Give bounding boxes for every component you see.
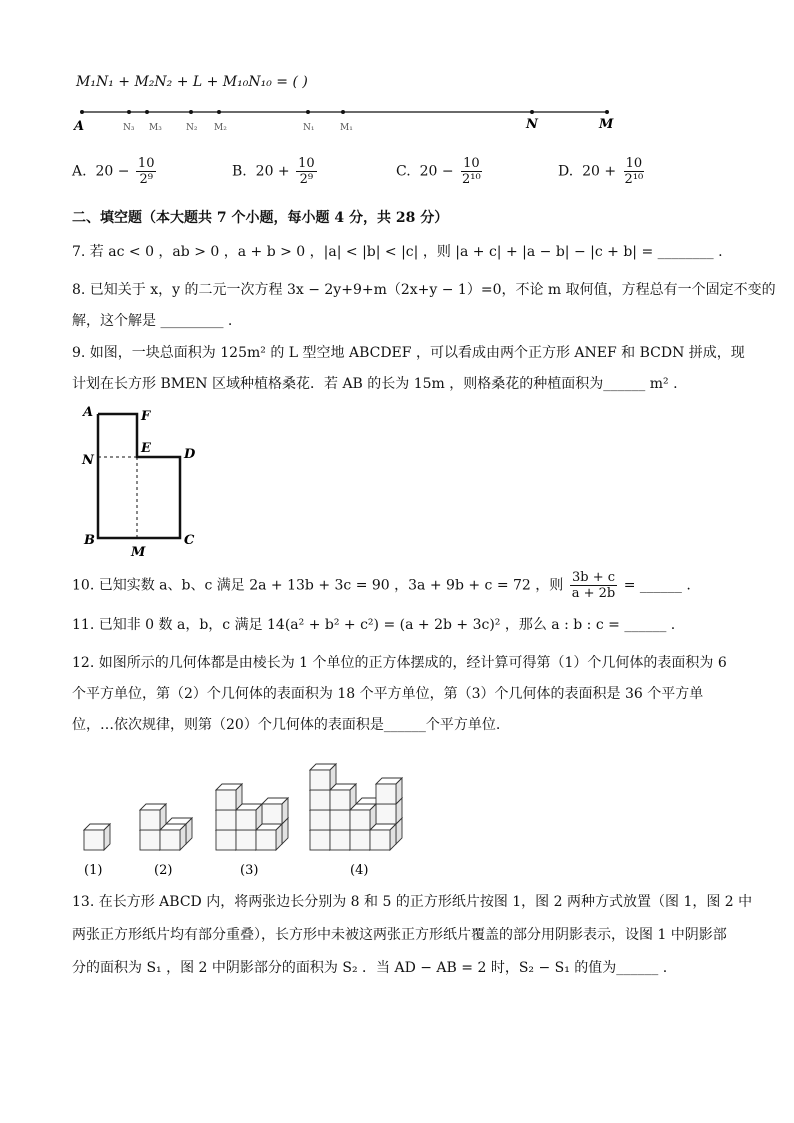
- fig-label-f: F: [141, 409, 151, 424]
- cube-block: [216, 784, 242, 810]
- q11-text: 11. 已知非 0 数 a，b，c 满足 14(a² + b² + c²) = (a + 2b + 3c)² ，那么 a : b : c = ______ .: [72, 617, 676, 633]
- cube-figure-label-4: (4): [350, 863, 369, 878]
- fig-label-m: M: [131, 545, 146, 560]
- cube-figure-label-2: (2): [154, 863, 173, 878]
- q6-option-d[interactable]: D. 20 + $\frac{10}{\text{2¹⁰}}$: [558, 156, 644, 187]
- point-label-A: A: [74, 119, 85, 134]
- q13-line2: 两张正方形纸片均有部分重叠），长方形中未被这两张正方形纸片覆盖的部分用阴影表示，设图 1 中阴影部: [72, 927, 727, 943]
- q12-line3: 位，…依次规律，则第（20）个几何体的表面积是______个平方单位.: [72, 717, 501, 733]
- cube-block: [330, 784, 356, 810]
- q12-line2: 个平方单位，第（2）个几何体的表面积为 18 个平方单位，第（3）个几何体的表面积是 36 个平方单: [72, 686, 704, 702]
- cube-block: [350, 804, 376, 830]
- point-label-M: M: [599, 117, 614, 132]
- q13-line3: 分的面积为 S₁ ，图 2 中阴影部分的面积为 S₂ ．当 AD − AB = 2 时，S₂ − S₁ 的值为______ .: [72, 960, 668, 976]
- q6-number-line: [70, 100, 630, 140]
- q7-text: 7. 若 ac < 0 ，ab > 0 ，a + b > 0 ，|a| < |b| < |c| ，则 |a + c| + |a − b| − |c + b| = ________ .: [72, 244, 723, 260]
- fig-label-n: N: [82, 453, 94, 468]
- cube-block: [84, 824, 110, 850]
- cube-block: [236, 804, 262, 830]
- point-label-M2: M₂: [214, 123, 227, 133]
- point-label-N3: N₃: [123, 123, 135, 133]
- fig-label-a: A: [83, 405, 94, 420]
- point-label-N: N: [526, 117, 538, 132]
- q10-text: 10. 已知实数 a、b、c 满足 2a + 13b + 3c = 90 ，3a + 9b + c = 72 ，则 $\frac{3b + c}{a + 2b}$ = ______ .: [72, 570, 691, 601]
- q12-cube-figures: [70, 740, 450, 885]
- fig-label-c: C: [184, 533, 195, 548]
- cube-block: [262, 798, 288, 824]
- cube-block: [310, 764, 336, 790]
- cube-block: [376, 778, 402, 804]
- q9-l-shape-figure: [78, 402, 208, 562]
- fig-label-d: D: [184, 447, 196, 462]
- cube-block: [160, 824, 186, 850]
- cube-block: [140, 804, 166, 830]
- q8-line1: 8. 已知关于 x，y 的二元一次方程 3x − 2y+9+m（2x+y − 1）=0，不论 m 取何值，方程总有一个固定不变的: [72, 282, 776, 298]
- point-label-M1: M₁: [340, 123, 353, 133]
- q6-option-c[interactable]: C. 20 − $\frac{10}{\text{2¹⁰}}$: [396, 156, 481, 187]
- cube-block: [256, 824, 282, 850]
- q6-option-a[interactable]: A. 20 − $\frac{10}{\text{2⁹}}$: [72, 156, 155, 187]
- cube-figure-label-3: (3): [240, 863, 259, 878]
- q6-option-b[interactable]: B. 20 + $\frac{10}{\text{2⁹}}$: [232, 156, 315, 187]
- q6-formula: M₁N₁ + M₂N₂ + L + M₁₀N₁₀ = ( ): [76, 74, 308, 90]
- cube-block: [370, 824, 396, 850]
- q13-line1: 13. 在长方形 ABCD 内，将两张边长分别为 8 和 5 的正方形纸片按图 1，图 2 两种方式放置（图 1，图 2 中: [72, 894, 753, 910]
- q12-line1: 12. 如图所示的几何体都是由棱长为 1 个单位的正方体摆成的，经计算可得第（1）个几何体的表面积为 6: [72, 655, 727, 671]
- q8-line2: 解，这个解是 _________ .: [72, 313, 233, 329]
- section-2-title: 二、填空题（本大题共 7 个小题，每小题 4 分，共 28 分）: [72, 210, 449, 226]
- point-label-M3: M₃: [149, 123, 162, 133]
- point-label-N1: N₁: [303, 123, 315, 133]
- cube-figure-label-1: (1): [84, 863, 103, 878]
- point-label-N2: N₂: [186, 123, 198, 133]
- q9-line1: 9. 如图，一块总面积为 125m² 的 L 型空地 ABCDEF ，可以看成由两个正方形 ANEF 和 BCDN 拼成，现: [72, 345, 745, 361]
- fig-label-b: B: [84, 533, 95, 548]
- fig-label-e: E: [141, 441, 151, 456]
- q9-line2: 计划在长方形 BMEN 区域种植格桑花．若 AB 的长为 15m ，则格桑花的种植面积为______ m² .: [72, 376, 678, 392]
